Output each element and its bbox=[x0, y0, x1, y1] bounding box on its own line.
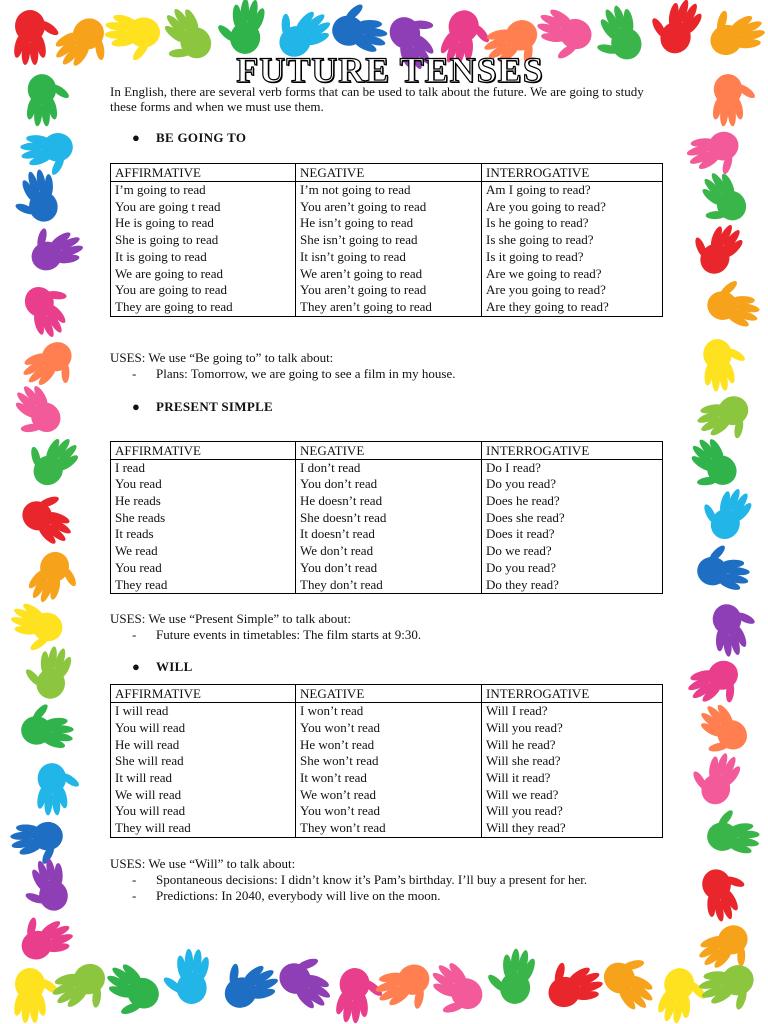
table-cell: Is he going to read? bbox=[482, 215, 663, 232]
header-negative: NEGATIVE bbox=[296, 441, 482, 459]
table-cell: We don’t read bbox=[296, 543, 482, 560]
handprint-icon bbox=[539, 950, 607, 1014]
table-row bbox=[111, 266, 663, 283]
handprint-icon bbox=[6, 166, 63, 228]
table-cell: Is it going to read? bbox=[482, 249, 663, 266]
table-cell: You don’t read bbox=[296, 560, 482, 577]
table-cell: She isn’t going to read bbox=[296, 232, 482, 249]
table-cell: You won’t read bbox=[296, 803, 482, 820]
table-cell: We are going to read bbox=[111, 266, 296, 283]
handprint-icon bbox=[0, 378, 68, 448]
handprint-icon bbox=[695, 959, 762, 1021]
table-cell: Are you going to read? bbox=[482, 282, 663, 299]
table-cell: I won’t read bbox=[296, 703, 482, 720]
table-row bbox=[111, 703, 663, 720]
table-cell: He doesn’t read bbox=[296, 493, 482, 510]
handprint-icon bbox=[675, 431, 744, 501]
intro-paragraph: In English, there are several verb forms that can be used to talk about the future. We are going to study these forms and when we must use them. bbox=[110, 84, 644, 114]
table-cell: Will they read? bbox=[482, 820, 663, 837]
table-row bbox=[111, 577, 663, 594]
table-row bbox=[111, 215, 663, 232]
table-row bbox=[111, 476, 663, 493]
handprint-icon bbox=[15, 483, 84, 550]
table-row bbox=[111, 737, 663, 754]
table-cell: Do you read? bbox=[482, 560, 663, 577]
handprint-icon bbox=[17, 275, 82, 343]
table-cell: It doesn’t read bbox=[296, 526, 482, 543]
table-cell: You will read bbox=[111, 803, 296, 820]
table-row bbox=[111, 199, 663, 216]
header-interrogative: INTERROGATIVE bbox=[482, 685, 663, 703]
table-row bbox=[111, 720, 663, 737]
handprint-icon bbox=[682, 212, 749, 281]
table-cell: They don’t read bbox=[296, 577, 482, 594]
use-item: - Plans: Tomorrow, we are going to see a film in my house. bbox=[132, 365, 456, 381]
section-heading-will: ● WILL bbox=[132, 659, 193, 675]
dash-icon: - bbox=[132, 871, 137, 887]
table-cell: You will read bbox=[111, 720, 296, 737]
uses-present-simple: USES: We use “Present Simple” to talk about: bbox=[110, 611, 351, 627]
header-interrogative: INTERROGATIVE bbox=[482, 164, 663, 182]
handprint-icon bbox=[696, 862, 754, 925]
handprint-icon bbox=[213, 948, 284, 1015]
table-cell: Are we going to read? bbox=[482, 266, 663, 283]
table-row bbox=[111, 459, 663, 476]
table-cell: They read bbox=[111, 577, 296, 594]
handprint-icon bbox=[19, 129, 77, 181]
table-row bbox=[111, 803, 663, 820]
header-affirmative: AFFIRMATIVE bbox=[111, 685, 296, 703]
handprint-icon bbox=[682, 653, 750, 718]
bullet-icon: ● bbox=[132, 398, 141, 414]
table-cell: Am I going to read? bbox=[482, 182, 663, 199]
uses-be-going-to: USES: We use “Be going to” to talk about: bbox=[110, 349, 334, 365]
table-header-row bbox=[111, 441, 663, 459]
use-item: - Future events in timetables: The film starts at 9:30. bbox=[132, 627, 422, 643]
handprint-icon bbox=[12, 10, 60, 65]
table-row bbox=[111, 493, 663, 510]
table-cell: Will she read? bbox=[482, 753, 663, 770]
section-heading-present-simple: ● PRESENT SIMPLE bbox=[132, 398, 274, 414]
handprint-icon bbox=[16, 423, 85, 493]
table-cell: I don’t read bbox=[296, 459, 482, 476]
handprint-icon bbox=[686, 166, 754, 235]
header-interrogative: INTERROGATIVE bbox=[482, 441, 663, 459]
uses-will: USES: We use “Will” to talk about: bbox=[110, 855, 296, 871]
use-item: - Predictions: In 2040, everybody will live on the moon. bbox=[132, 887, 441, 903]
dash-icon: - bbox=[132, 627, 137, 643]
page-title: FUTURE TENSES bbox=[236, 50, 544, 90]
table-cell: Is she going to read? bbox=[482, 232, 663, 249]
table-cell: He reads bbox=[111, 493, 296, 510]
table-cell: We will read bbox=[111, 787, 296, 804]
table-cell: Do you read? bbox=[482, 476, 663, 493]
table-cell: Do I read? bbox=[482, 459, 663, 476]
handprint-icon bbox=[22, 216, 87, 277]
section-heading-be-going-to: ● BE GOING TO bbox=[132, 130, 247, 145]
handprint-icon bbox=[94, 957, 166, 1024]
handprint-icon bbox=[16, 855, 74, 918]
table-cell: We aren’t going to read bbox=[296, 266, 482, 283]
table-cell: You don’t read bbox=[296, 476, 482, 493]
handprint-icon bbox=[708, 599, 762, 659]
handprint-icon bbox=[711, 74, 757, 126]
handprint-icon bbox=[46, 956, 118, 1024]
table-cell: We read bbox=[111, 543, 296, 560]
table-cell: Do they read? bbox=[482, 577, 663, 594]
header-affirmative: AFFIRMATIVE bbox=[111, 441, 296, 459]
table-cell: You are going to read bbox=[111, 282, 296, 299]
header-affirmative: AFFIRMATIVE bbox=[111, 164, 296, 182]
table-row bbox=[111, 510, 663, 527]
table-cell: They are going to read bbox=[111, 299, 296, 316]
bullet-icon: ● bbox=[132, 130, 141, 145]
handprint-icon bbox=[417, 956, 490, 1024]
table-cell: You read bbox=[111, 560, 296, 577]
handprint-icon bbox=[685, 697, 755, 766]
handprint-icon bbox=[23, 546, 87, 613]
table-cell: I read bbox=[111, 459, 296, 476]
handprint-icon bbox=[160, 947, 211, 1005]
table-will bbox=[110, 684, 663, 838]
table-cell: Will we read? bbox=[482, 787, 663, 804]
table-row bbox=[111, 232, 663, 249]
table-row bbox=[111, 787, 663, 804]
dash-icon: - bbox=[132, 365, 137, 381]
handprint-icon bbox=[483, 944, 539, 1006]
handprint-icon bbox=[704, 274, 766, 331]
handprint-icon bbox=[25, 74, 71, 126]
table-header-row bbox=[111, 164, 663, 182]
handprint-icon bbox=[596, 945, 669, 1017]
table-row bbox=[111, 282, 663, 299]
table-cell: You read bbox=[111, 476, 296, 493]
handprint-icon bbox=[701, 0, 768, 62]
table-cell: Are they going to read? bbox=[482, 299, 663, 316]
table-cell: She won’t read bbox=[296, 753, 482, 770]
table-cell: She will read bbox=[111, 753, 296, 770]
document-body bbox=[110, 52, 660, 904]
table-cell: Will you read? bbox=[482, 720, 663, 737]
handprint-icon bbox=[272, 944, 345, 1015]
table-cell: Do we read? bbox=[482, 543, 663, 560]
header-negative: NEGATIVE bbox=[296, 685, 482, 703]
handprint-icon bbox=[2, 598, 67, 659]
table-row bbox=[111, 560, 663, 577]
table-cell: Will you read? bbox=[482, 803, 663, 820]
table-row bbox=[111, 526, 663, 543]
table-header-row bbox=[111, 685, 663, 703]
handprint-icon bbox=[12, 968, 60, 1023]
handprint-icon bbox=[8, 818, 66, 870]
table-cell: She is going to read bbox=[111, 232, 296, 249]
table-cell: They will read bbox=[111, 820, 296, 837]
dash-icon: - bbox=[132, 887, 137, 903]
table-cell: He is going to read bbox=[111, 215, 296, 232]
table-cell: Will it read? bbox=[482, 770, 663, 787]
table-cell: We won’t read bbox=[296, 787, 482, 804]
bullet-icon: ● bbox=[132, 659, 141, 675]
table-row bbox=[111, 182, 663, 199]
table-cell: It reads bbox=[111, 526, 296, 543]
table-row bbox=[111, 299, 663, 316]
table-row bbox=[111, 753, 663, 770]
table-cell: Are you going to read? bbox=[482, 199, 663, 216]
table-cell: She doesn’t read bbox=[296, 510, 482, 527]
table-cell: It won’t read bbox=[296, 770, 482, 787]
table-cell: It is going to read bbox=[111, 249, 296, 266]
header-negative: NEGATIVE bbox=[296, 164, 482, 182]
table-cell: You aren’t going to read bbox=[296, 282, 482, 299]
table-row bbox=[111, 820, 663, 837]
handprint-icon bbox=[35, 763, 82, 816]
handprint-icon bbox=[371, 957, 441, 1023]
table-cell: I will read bbox=[111, 703, 296, 720]
table-cell: It isn’t going to read bbox=[296, 249, 482, 266]
table-cell: Will he read? bbox=[482, 737, 663, 754]
handprint-icon bbox=[333, 966, 387, 1024]
table-row bbox=[111, 543, 663, 560]
handprint-icon bbox=[706, 807, 762, 856]
handprint-icon bbox=[329, 0, 393, 56]
use-item: - Spontaneous decisions: I didn’t know it’s Pam’s birthday. I’ll buy a present for her. bbox=[132, 871, 588, 887]
handprint-icon bbox=[700, 337, 750, 393]
table-cell: Does it read? bbox=[482, 526, 663, 543]
handprint-icon bbox=[641, 0, 707, 59]
table-cell: Does he read? bbox=[482, 493, 663, 510]
table-cell: I’m not going to read bbox=[296, 182, 482, 199]
table-cell: Does she read? bbox=[482, 510, 663, 527]
handprint-icon bbox=[695, 540, 754, 593]
handprint-icon bbox=[213, 0, 268, 56]
table-cell: It will read bbox=[111, 770, 296, 787]
table-cell: I’m going to read bbox=[111, 182, 296, 199]
table-cell: He isn’t going to read bbox=[296, 215, 482, 232]
table-cell: You won’t read bbox=[296, 720, 482, 737]
table-be-going-to bbox=[110, 163, 663, 317]
table-cell: He won’t read bbox=[296, 737, 482, 754]
table-cell: He will read bbox=[111, 737, 296, 754]
table-row bbox=[111, 249, 663, 266]
table-cell: Will I read? bbox=[482, 703, 663, 720]
table-cell: You aren’t going to read bbox=[296, 199, 482, 216]
handprint-icon bbox=[693, 478, 758, 546]
handprint-icon bbox=[19, 641, 75, 702]
table-present-simple bbox=[110, 441, 663, 595]
table-cell: They won’t read bbox=[296, 820, 482, 837]
table-cell: They aren’t going to read bbox=[296, 299, 482, 316]
table-row bbox=[111, 770, 663, 787]
handprint-icon bbox=[683, 744, 746, 810]
handprint-icon bbox=[19, 700, 76, 751]
table-cell: She reads bbox=[111, 510, 296, 527]
handprint-icon bbox=[12, 904, 78, 966]
table-cell: You are going t read bbox=[111, 199, 296, 216]
